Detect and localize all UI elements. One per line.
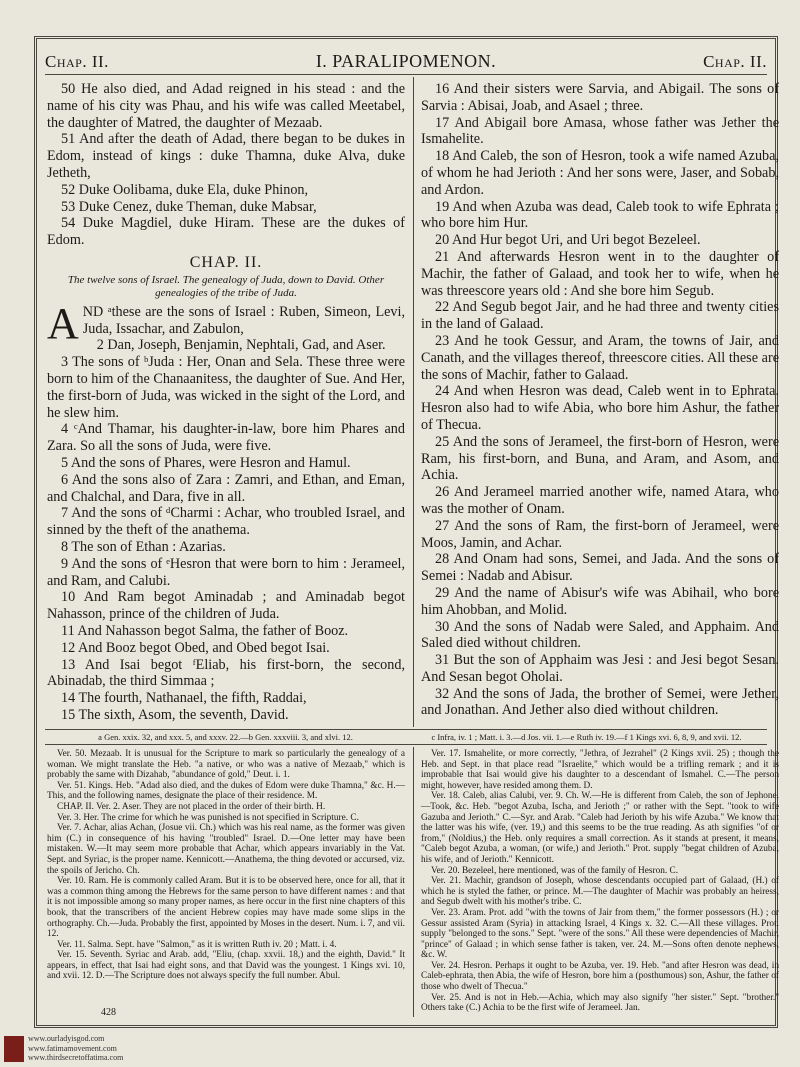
- footer-link-3[interactable]: www.thirdsecretoffatima.com: [28, 1053, 124, 1062]
- verse: 10 And Ram begot Aminadab ; and Aminadab begot Nahasson, prince of the children of Juda.: [47, 589, 405, 623]
- verse: 20 And Hur begot Uri, and Uri begot Bezeleel.: [435, 232, 701, 249]
- note: Ver. 24. Hesron. Perhaps it ought to be Azuba, ver. 19. Heb. "and after Hesron was dead, in Caleb-ephrata, then Abia, the wife of Hesron, bore him a (posthumous) son, Ashur, the father of those who dwelt of Thecua.": [421, 960, 779, 993]
- note: Ver. 7. Achar, alias Achan, (Josue vii. Ch.) which was his real name, as the former was given him (C.) in consequence of his having "troubled" Israel. D.—One letter may have been mistaken. W.—It may seem more probable that Achar, which appears invariably in the Vat. Sept. and Syriac, is the proper name. Kennicott.—Anathema, the thing devoted or accursed, viz. the spoils of Jericho. Ch.: [47, 823, 405, 876]
- verse: 5 And the sons of Phares, were Hesron and Hamul.: [61, 454, 351, 471]
- verse: 9 And the sons of ᵉHesron that were born to him : Jerameel, and Ram, and Calubi.: [47, 555, 405, 589]
- verse: 22 And Segub begot Jair, and he had three and twenty cities in the land of Galaad.: [421, 299, 779, 333]
- left-column: [47, 81, 405, 724]
- note: CHAP. II. Ver. 2. Aser. They are not placed in the order of their birth. H.: [57, 801, 326, 812]
- verse: 11 And Nahasson begot Salma, the father of Booz.: [61, 622, 349, 639]
- page-header: [45, 49, 767, 75]
- verse: 25 And the sons of Jerameel, the first-born of Hesron, were Ram, his first-born, and Buna, and Aram, and Asom, and Achia.: [421, 433, 779, 484]
- verse: 52 Duke Oolibama, duke Ela, duke Phinon,: [61, 181, 309, 198]
- note: Ver. 17. Ismahelite, or more correctly, "Jethra, of Jezrahel" (2 Kings xvii. 25) ; though the Heb. and Sept. in that place read "Israelite," which would be a trifling remark ; and it is improbable that Isai would give his daughter to a descendant of Ismahel. C.—The person might, however, have resided among them. D.: [421, 749, 779, 791]
- verse: 19 And when Azuba was dead, Caleb took to wife Ephrata ; who bore him Hur.: [421, 198, 779, 232]
- note: Ver. 51. Kings. Heb. "Adad also died, and the dukes of Edom were duke Thamna," &c. H.—This, and the following names, designate the place of their residence. M.: [47, 780, 405, 802]
- verse: 16 And their sisters were Sarvia, and Abigail. The sons of Sarvia : Abisai, Joab, and Asael ; three.: [421, 81, 779, 114]
- note: Ver. 25. And is not in Heb.—Achia, which may also signify "her sister." Sept. "brother." Others take (C.) Achia to be the first wife of Jerameel. Jan.: [421, 992, 779, 1014]
- verse: 18 And Caleb, the son of Hesron, took a wife named Azuba, of whom he had Jerioth : And her sons were, Jaser, and Sobab, and Ardon.: [421, 148, 779, 198]
- footer-links: [28, 1034, 123, 1063]
- chapter-title: CHAP. II.: [189, 253, 263, 271]
- verse: 53 Duke Cenez, duke Theman, duke Mabsar,: [61, 198, 317, 215]
- note: Ver. 20. Bezeleel, here mentioned, was of the family of Hesron. C.: [431, 865, 679, 876]
- verse: 3 The sons of ᵇJuda : Her, Onan and Sela. These three were born to him of the Chanaanitess, the daughter of Sue. And Her, the first-born of Juda, was wicked in the sight of the Lord, and he slew him.: [47, 354, 405, 421]
- bible-page: [34, 36, 778, 1028]
- verse: 30 And the sons of Nadab were Saled, and Apphaim. And Saled died without children.: [421, 618, 779, 652]
- header-left: Chap. II.: [45, 51, 109, 71]
- verse: 14 The fourth, Nathanael, the fifth, Raddai,: [61, 690, 307, 707]
- verse: 7 And the sons of ᵈCharmi : Achar, who troubled Israel, and sinned by the theft of the anathema.: [47, 505, 405, 539]
- verse: 32 And the sons of Jada, the brother of Semei, were Jether, and Jonathan. And Jether also died without children.: [421, 685, 779, 719]
- verse: 29 And the name of Abisur's wife was Abihail, who bore him Ahobban, and Molid.: [421, 584, 779, 618]
- verse: 13 And Isai begot ᶠEliab, his first-born, the second, Abinadab, the third Simmaa ;: [47, 656, 405, 690]
- note: Ver. 10. Ram. He is commonly called Aram. But it is to be observed here, once for all, that it was a common thing among the Hebrews for the same person to have different names : and that it is not impossible among so many proper names, as here occur in the first nine chapters of this book, that the transcribers of the ancient Hebrew copies may have made some slips in the orthography. Ch.—Juda. Probably the first, appointed by Moses in the desert. Num. i. 7, and vii. 12.: [47, 876, 405, 940]
- verse: 26 And Jerameel married another wife, named Atara, who was the mother of Onam.: [421, 484, 779, 517]
- note: Ver. 18. Caleb, alias Calubi, ver. 9. Ch. W.—He is different from Caleb, the son of Jephone.—Took, &c. Heb. "begot Azuba, Ischa, and Jerioth ;" or rather with the Sept. "took to wife Gazuba and Jerioth." C.—Syr. and Arab. "Caleb had Jerioth by his wife Azuba." We know that the latter was his wife, (ver. 19,) and this seems to be the true reading. As ath signifies "of or from," (Noldius,) the Heb. only requires a small correction. As it stands at present, it means, "Caleb begot Azuba, a woman, (or wife,) and Jerioth." Prot. supply "begat children of Azuba, his wife, and of Jerioth." Kennicott.: [421, 791, 779, 865]
- note: Ver. 15. Seventh. Syriac and Arab. add, "Eliu, (chap. xxvii. 18,) and the eighth, David." It appears, in effect, that Isai had eight sons, and that David was the youngest. 1 Kings xvi. 10, and xvii. 12. D.—The Scripture does not always specify the full number. Abul.: [47, 950, 405, 982]
- first-verse-text: ND ᵃthese are the sons of Israel : Ruben, Simeon, Levi, Juda, Issachar, and Zabulon,: [82, 303, 405, 337]
- verse: 27 And the sons of Ram, the first-born of Jerameel, were Moos, Jamin, and Achar.: [421, 517, 779, 551]
- verse: 12 And Booz begot Obed, and Obed begot Isai.: [61, 639, 330, 656]
- note: Ver. 11. Salma. Sept. have "Salmon," as it is written Ruth iv. 20 ; Matt. i. 4.: [57, 939, 337, 950]
- note: Ver. 50. Mezaab. It is unusual for the Scripture to mark so particularly the genealogy of a woman. We might translate the Heb. "a native, or who was a native of Mezaab," which is probably the same with Dizahab, "abundance of gold," Deut. i. 1.: [47, 749, 405, 781]
- verse: 54 Duke Magdiel, duke Hiram. These are the dukes of Edom.: [47, 215, 405, 249]
- note: Ver. 23. Aram. Prot. add "with the towns of Jair from them," the former possessors (H.) ; or Gessur assisted Aram (Syria) in attacking Israel, 4 Kings x. 32. C.—All these villages. Prot. supply "belonged to the sons." Sept. "were of the sons." All these were dependencies of Machir, "prince" of Galaad ; in which sense father is taken, ver. 24. M.—Sons often denote nephews, &c. W.: [421, 907, 779, 961]
- verse: 15 The sixth, Asom, the seventh, David.: [61, 706, 289, 723]
- verse: 23 And he took Gessur, and Aram, the towns of Jair, and Canath, and the villages thereof, threescore cities. All these are the sons of Machir, father to Galaad.: [421, 332, 779, 383]
- dropcap-letter: A: [47, 298, 79, 348]
- right-column: [421, 81, 779, 719]
- verse: 31 But the son of Apphaim was Jesi : and Jesi begot Sesan. And Sesan begot Oholai.: [421, 652, 779, 685]
- note: Ver. 3. Her. The crime for which he was punished is not specified in Scripture. C.: [57, 812, 359, 823]
- verse: 50 He also died, and Adad reigned in his stead : and the name of his city was Phau, and his wife was called Meetabel, the daughter of Matred, the daughter of Mezaab.: [47, 81, 405, 131]
- verse: 2 Dan, Joseph, Benjamin, Nephtali, Gad, and Aser.: [96, 337, 386, 354]
- verse: 24 And when Hesron was dead, Caleb went in to Ephrata. Hesron also had to wife Abia, who bore him Ashur, the father of Thecua.: [421, 383, 779, 433]
- cross-references: [45, 729, 767, 745]
- verse: 8 The son of Ethan : Azarias.: [61, 538, 226, 555]
- footer-link-1[interactable]: www.ourladyisgod.com: [28, 1034, 105, 1043]
- verse: 6 And the sons also of Zara : Zamri, and Ethan, and Eman, and Chalchal, and Dara, five in all.: [47, 471, 405, 505]
- commentary-right: [421, 749, 779, 1014]
- notes-divider: [413, 747, 414, 1017]
- verse: 28 And Onam had sons, Semei, and Jada. And the sons of Semei : Nadab and Abisur.: [421, 551, 779, 585]
- verse: 4 ᶜAnd Thamar, his daughter-in-law, bore him Phares and Zara. So all the sons of Juda, were five.: [47, 421, 405, 455]
- commentary-left: [47, 749, 405, 982]
- verse: 21 And afterwards Hesron went in to the daughter of Machir, the father of Galaad, and took her to wife, when he was threescore years old : And she bore him Segub.: [421, 248, 779, 299]
- footer-link-2[interactable]: www.fatimamovement.com: [28, 1043, 117, 1053]
- note: Ver. 21. Machir, grandson of Joseph, whose descendants occupied part of Galaad, (H.) of which he is styled the father, or prince. M.—The daughter of Machir was probably an heiress, and Segub dwelt with his mother's tribe. C.: [421, 876, 779, 908]
- page-number: 428: [101, 1007, 116, 1018]
- site-logo: [4, 1036, 24, 1062]
- verse: 17 And Abigail bore Amasa, whose father was Jether the Ismahelite.: [421, 114, 779, 148]
- header-title: I. PARALIPOMENON.: [315, 51, 497, 71]
- column-divider: [413, 77, 414, 727]
- chapter-summary: The twelve sons of Israel. The genealogy of Juda, down to David. Other genealogies of the tribe of Juda.: [67, 273, 385, 299]
- header-right: Chap. II.: [703, 51, 767, 71]
- refs-left: a Gen. xxix. 32, and xxx. 5, and xxxv. 22.—b Gen. xxxviii. 3, and xlvi. 12.: [98, 732, 353, 742]
- refs-right: c Infra, iv. 1 ; Matt. i. 3.—d Jos. vii. 1.—e Ruth iv. 19.—f 1 Kings xvi. 6, 8, 9, and xvii. 12.: [431, 732, 742, 742]
- verse: 51 And after the death of Adad, there began to be dukes in Edom, instead of kings : duke Thamna, duke Alva, duke Jetheth,: [47, 131, 405, 181]
